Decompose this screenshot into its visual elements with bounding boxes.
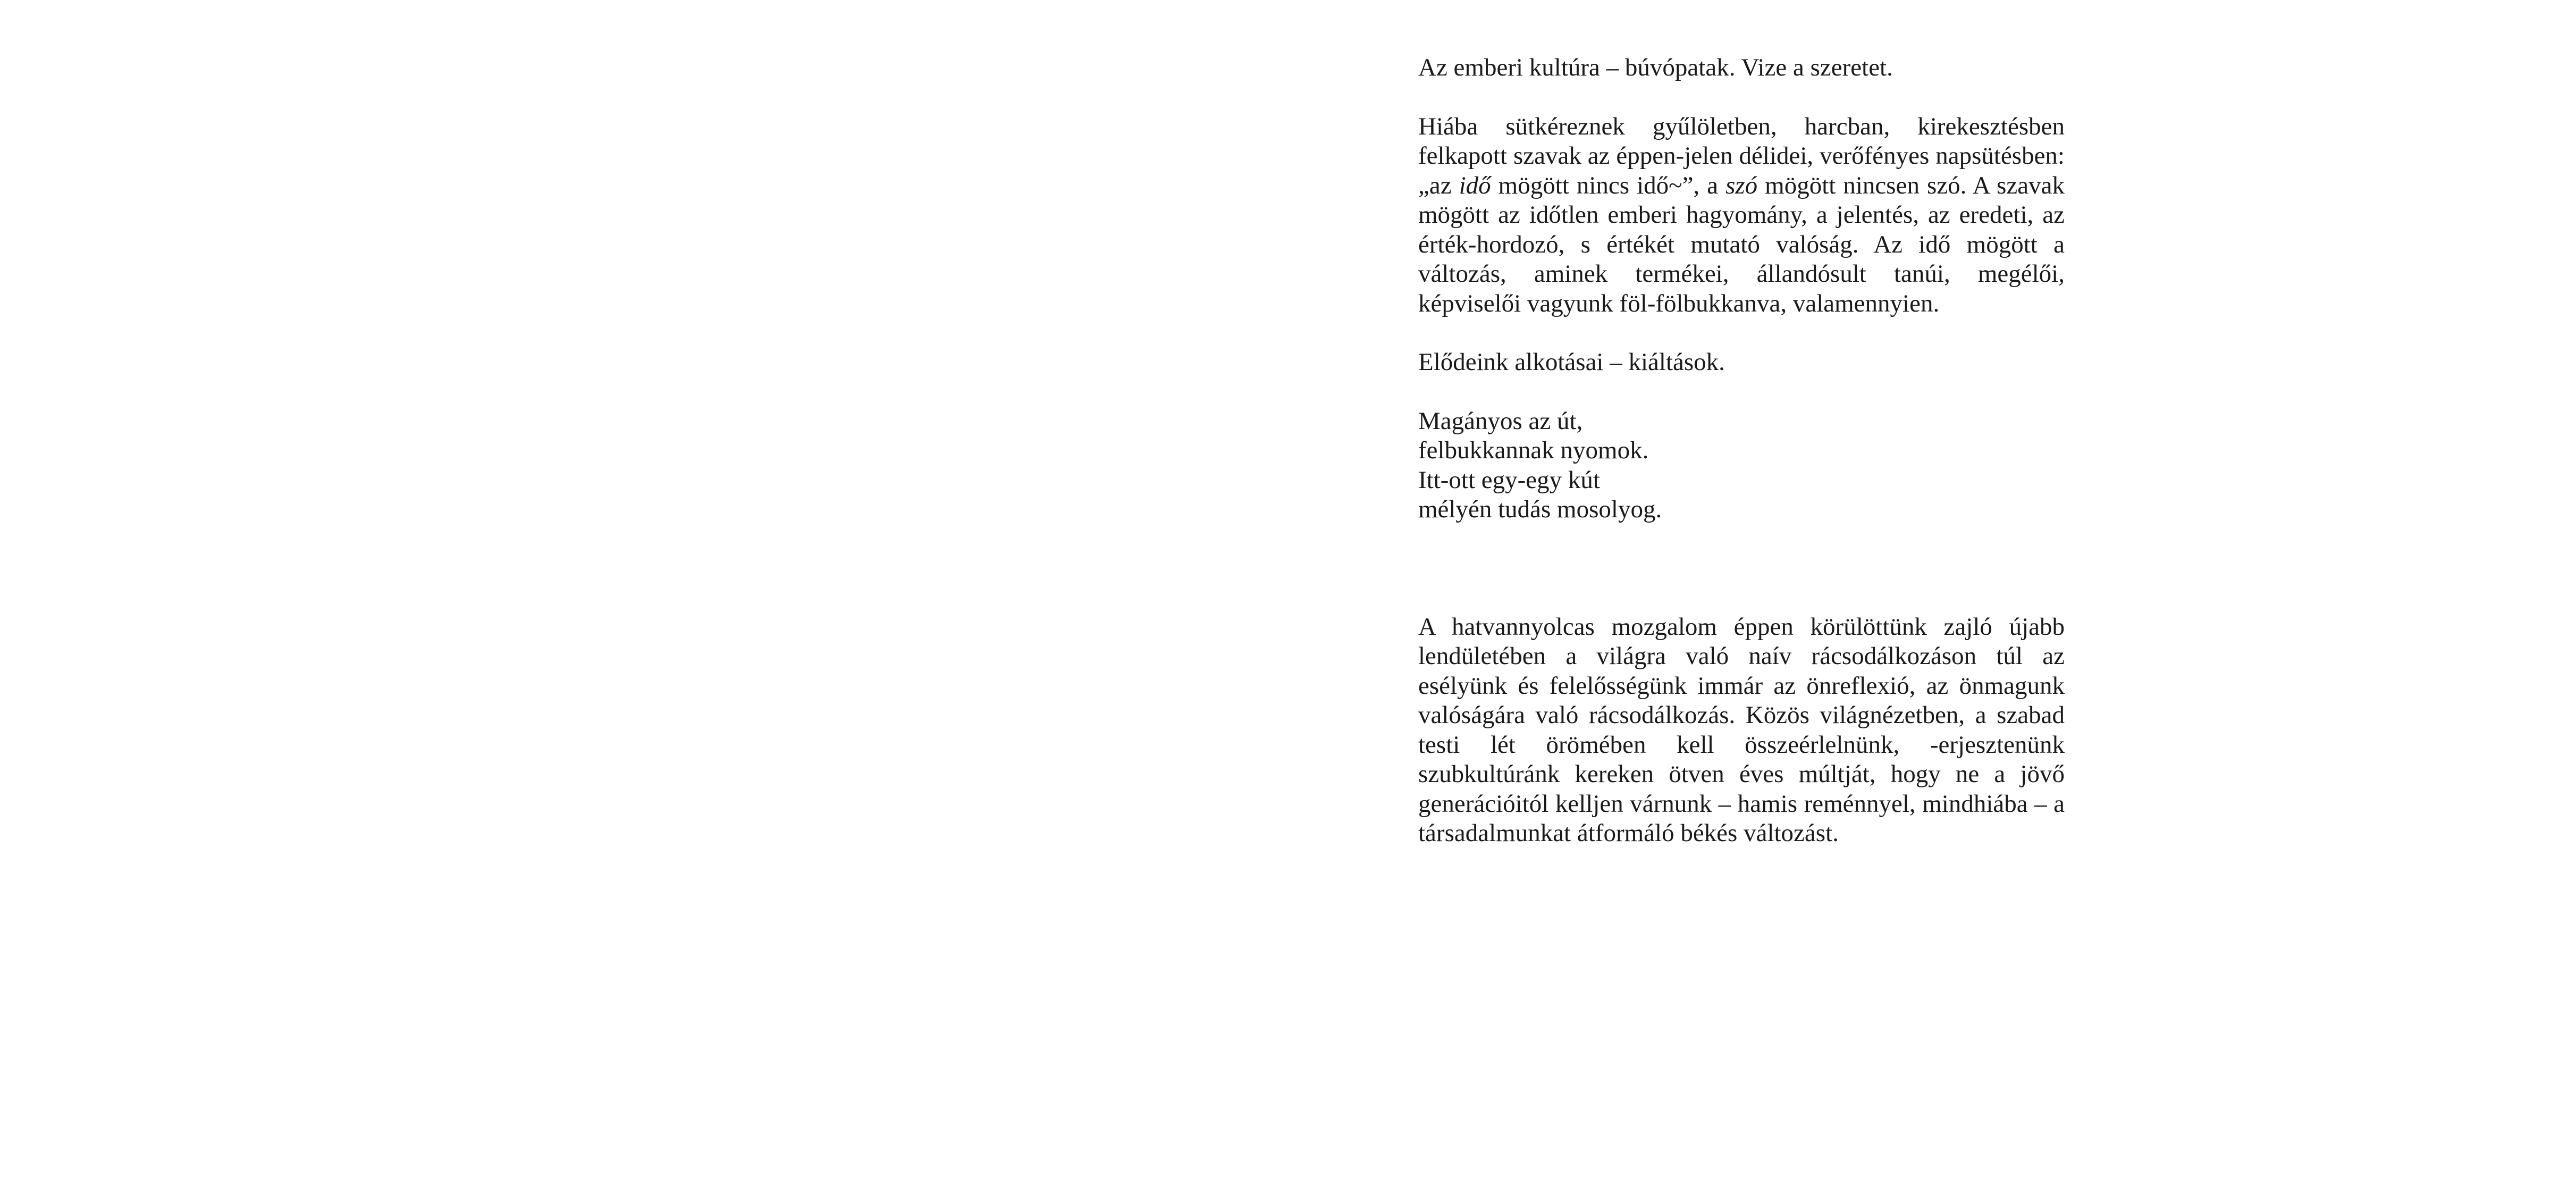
intro-line: Az emberi kultúra – búvópatak. Vize a szeretet. [1418,54,1893,81]
paragraph-1-text-c: mögött nincsen szó. A szavak mögött az időtlen emberi hagyomány, a jelentés, az eredeti, az érték-hordozó, s értékét mutató valóság. Az idő mögött a változás, aminek termékei, állandósult tanúi, megélői, képviselői vagyunk föl-fölbukkanva, valamennyien. [1418,171,2065,317]
poem-line: felbukkannak nyomok. [1418,436,1649,464]
paragraph-1-italic-ido: idő [1459,171,1491,199]
poem-stanza [1418,407,2065,525]
paragraph-1-text-b: mögött nincs idő~”, a [1491,171,1726,199]
paragraph-time-and-words [1418,112,2065,319]
paragraph-1-text-a: Hiába sütkéreznek gyűlöletben, harcban, kirekesztésben felkapott szavak az éppen-jelen délidei, verőfényes napsütésben: „az [1418,112,2065,199]
poem-line: Magányos az út, [1418,407,1583,435]
poem-line: Itt-ott egy-egy kút [1418,466,1600,494]
paragraph-1-italic-szo: szó [1725,171,1758,199]
text-column [1418,53,2065,848]
poem-line: mélyén tudás mosolyog. [1418,495,1662,523]
paragraph-sixty-eight-movement: A hatvannyolcas mozgalom éppen körülöttünk zajló újabb lendületében a világra való naív rácsodálkozáson túl az esélyünk és felelősségünk immár az önreflexió, az önmagunk valóságára való rácsodálkozás. Közös világnézetben, a szabad testi lét örömében kell összeérlelnünk, -erjesztenünk szubkultúránk kereken ötven éves múltját, hogy ne a jövő generációitól kelljen várnunk – hamis reménnyel, mindhiába – a társadalmunkat átformáló békés változást. [1418,612,2065,847]
ancestors-line: Elődeink alkotásai – kiáltások. [1418,348,1725,376]
